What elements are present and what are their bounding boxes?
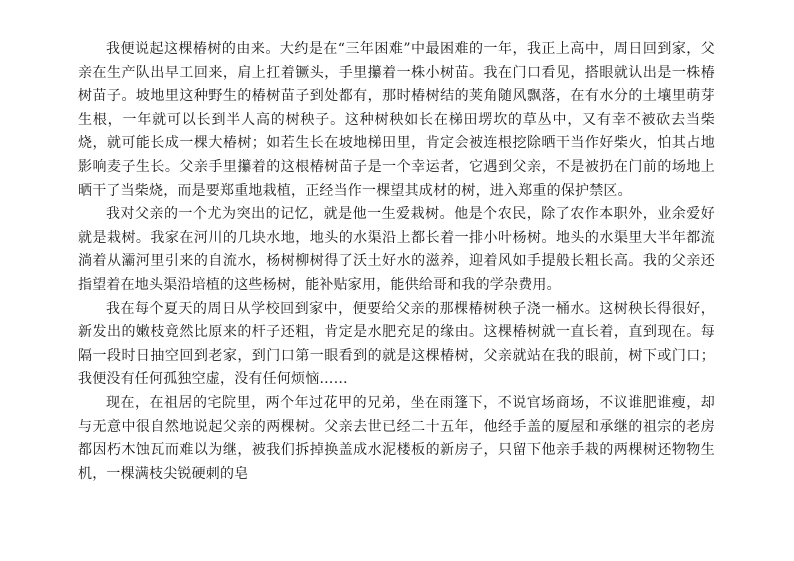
- paragraph-3: 我在每个夏天的周日从学校回到家中，便要给父亲的那棵椿树秧子浇一桶水。这树秧长得很好，新发出的嫩枝竟然比原来的杆子还粗，肯定是水肥充足的缘由。这棵椿树就一直长着，直到现在。每隔一段时日抽空回到老家，到门口第一眼看到的就是这棵椿树，父亲就站在我的眼前，树下或门口；我便没有任何孤独空虚，没有任何烦恼……: [78, 300, 715, 388]
- paragraph-1: 我便说起这棵椿树的由来。大约是在“三年困难”中最困难的一年，我正上高中，周日回到家，父亲在生产队出早工回来，肩上扛着镢头，手里攥着一株小树苗。我在门口看见，搭眼就认出是一株椿树苗子。坡地里这种野生的椿树苗子到处都有，那时椿树结的荚角随风飘落，在有水分的土壤里萌芽生根，一年就可以长到半人高的树秧子。这种树秧如长在梯田塄坎的草丛中，又有幸不被砍去当柴烧，就可能长成一棵大椿树；如若生长在坡地梯田里，肯定会被连根挖除晒干当作好柴火，怕其占地影响麦子生长。父亲手里攥着的这根椿树苗子是一个幸运者，它遇到父亲，不是被扔在门前的场地上晒干了当柴烧，而是要郑重地栽植，正经当作一棵望其成材的树，进入郑重的保护禁区。: [78, 41, 715, 199]
- paragraph-4: 现在，在祖居的宅院里，两个年过花甲的兄弟，坐在雨篷下，不说官场商场，不议谁肥谁瘦，却与无意中很自然地说起父亲的两棵树。父亲去世已经二十五年，他经手盖的厦屋和承继的祖宗的老房都因朽木蚀瓦而难以为继，被我们拆掉换盖成水泥楼板的新房子，只留下他亲手栽的两棵树还物物生机，一棵满枝尖锐硬刺的皂: [78, 394, 715, 482]
- paragraph-2: 我对父亲的一个尤为突出的记忆，就是他一生爱栽树。他是个农民，除了农作本职外，业余爱好就是栽树。我家在河川的几块水地，地头的水渠沿上都长着一排小叶杨树。地头的水渠里大半年都流淌着从灞河里引来的自流水，杨树柳树得了沃土好水的滋养，迎着风如手提般长粗长高。我的父亲还指望着在地头渠沿培植的这些杨树，能补贴家用，能供给哥和我的学杂费用。: [78, 206, 715, 293]
- document-page: [78, 38, 715, 486]
